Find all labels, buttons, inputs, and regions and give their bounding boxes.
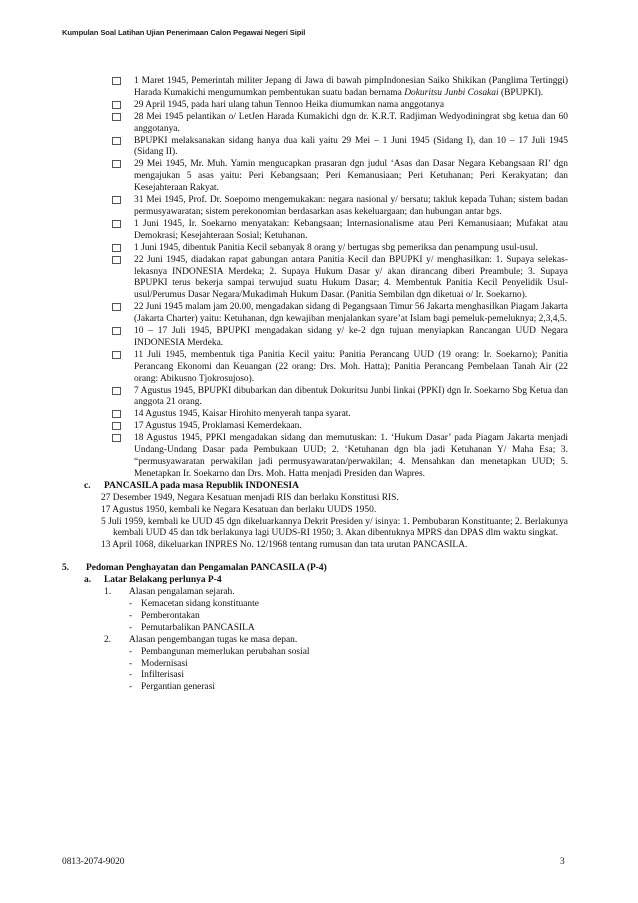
dash-item <box>62 670 568 682</box>
dash-marker: - <box>129 682 133 693</box>
checkbox-bullet-icon <box>112 422 121 430</box>
section-c-item: 5 Juli 1959, kembali ke UUD 45 dgn dikeluarkannya Dekrit Presiden y/ isinya: 1. Pembubaran Konstituante; 2. Berlakunya kembali UUD 45 dan tdk berlakunya lagi UUDS-RI 1950; 3. Akan dibentuknya MPRS dan DPAS dlm waktu singkat. <box>101 516 568 539</box>
dash-marker: - <box>129 598 133 609</box>
section-5a-title: Latar Belakang perlunya P-4 <box>104 575 222 586</box>
bullet-text-tail: (BPUPKI). <box>498 87 544 98</box>
section-c-heading <box>62 481 568 493</box>
bullet-text: 22 Juni 1945, diadakan rapat gabungan antara Panitia Kecil dan BPUPKI y/ menghasilkan: 1. Supaya selekas-lekasnya INDONESIA Merdeka; 2. Supaya Hukum Dasar y/ akan dirancang diberi Preambule; 3. Supaya BPUPKI terus bekerja sampai terwujud suatu Hukum Dasar; 4. Membentuk Panitia Kecil Penyelidik Usul-usul/Perumus Dasar Negara/Mukadimah Hukum Dasar. (Panitia Sembilan dgn diketuai o/ Ir. Soekarno). <box>134 254 568 301</box>
checkbox-bullet-icon <box>112 137 121 145</box>
dash-item-text: Pergantian generasi <box>141 682 215 693</box>
checkbox-bullet-icon <box>112 244 121 252</box>
dash-item <box>62 611 568 623</box>
bullet-item <box>62 302 568 326</box>
bullet-item <box>62 195 568 219</box>
section-5-title: Pedoman Penghayatan dan Pengamalan PANCASILA (P-4) <box>86 563 327 574</box>
checkbox-bullet-icon <box>112 303 121 311</box>
checkbox-bullet-icon <box>112 387 121 395</box>
dash-item-text: Pemberontakan <box>141 610 200 621</box>
page-content <box>62 76 568 694</box>
footer-page-number: 3 <box>560 857 565 867</box>
numbered-item <box>62 587 568 599</box>
bullet-item <box>62 243 568 255</box>
checkbox-bullet-icon <box>112 434 121 442</box>
bullet-item <box>62 136 568 160</box>
bullet-item <box>62 421 568 433</box>
dash-item-text: Kemacetan sidang konstituante <box>141 598 259 609</box>
dash-item <box>62 647 568 659</box>
item-label: Alasan pengembangan tugas ke masa depan. <box>129 634 298 645</box>
bullet-text: BPUPKI melaksanakan sidang hanya dua kali yaitu 29 Mei – 1 Juni 1945 (Sidang I), dan 10 – 17 Juli 1945 (Sidang II). <box>134 135 568 158</box>
section-c-item: 13 April 1068, dikeluarkan INPRES No. 12/1968 tentang rumusan dan tata urutan PANCASILA. <box>101 540 468 551</box>
dash-marker: - <box>129 670 133 681</box>
checkbox-bullet-icon <box>112 77 121 85</box>
bullet-item <box>62 386 568 410</box>
numbered-item <box>62 635 568 647</box>
footer-phone: 0813-2074-9020 <box>62 857 125 867</box>
dash-marker: - <box>129 658 133 669</box>
checkbox-bullet-icon <box>112 101 121 109</box>
checkbox-bullet-icon <box>112 196 121 204</box>
checkbox-bullet-icon <box>112 113 121 121</box>
item-number: 2. <box>104 634 112 645</box>
dash-marker: - <box>129 646 133 657</box>
item-number: 1. <box>104 587 112 598</box>
bullet-text: 22 Juni 1945 malam jam 20.00, mengadakan sidang di Pegangsaan Timur 56 Jakarta menghasilkan Piagam Jakarta (Jakarta Charter) yaitu: Ketuhanan, dgn kewajiban menjalankan syare’at Islam bagi pemeluk-pemeluknya; 2,3,4,5. <box>134 302 568 325</box>
dash-marker: - <box>129 622 133 633</box>
bullet-item <box>62 100 568 112</box>
bullet-item <box>62 255 568 303</box>
section-5a-heading <box>62 575 568 587</box>
checkbox-bullet-icon <box>112 351 121 359</box>
section-5-number: 5. <box>62 563 70 574</box>
bullet-item <box>62 159 568 195</box>
bullet-text: 31 Mei 1945, Prof. Dr. Soepomo mengemukakan: negara nasional y/ bersatu; takluk kepada Tuhan; sistem badan permusyawaratan; sistem perekonomian berdasarkan asas kekeluargaan; dan hubungan antar bgs. <box>134 195 568 217</box>
section-5-heading <box>62 563 568 575</box>
dash-item <box>62 659 568 671</box>
section-5a-letter: a. <box>84 575 92 586</box>
bullet-item <box>62 433 568 481</box>
dash-item-text: Infilterisasi <box>141 670 184 681</box>
bullet-text: 29 Mei 1945, Mr. Muh. Yamin mengucapkan prasaran dgn judul ‘Asas dan Dasar Negara Kebangsaan RI’ dgn mengajukan 5 asas yaitu: Peri Kebangsaan; Peri Kemanusiaan; Peri Ketuhanan; Peri Kerakyatan; dan Kesejahteraan Rakyat. <box>134 159 568 194</box>
section-c-title: PANCASILA pada masa Republik INDONESIA <box>104 480 299 491</box>
bullet-text: 28 Mei 1945 pelantikan o/ LetJen Harada Kumakichi dgn dr. K.R.T. Radjiman Wedyodiningrat sbg ketua dan 60 anggotanya. <box>134 111 568 134</box>
dash-item <box>62 623 568 635</box>
bullet-list <box>62 76 568 481</box>
checkbox-bullet-icon <box>112 160 121 168</box>
section-5a-list <box>62 587 568 694</box>
header-title: Kumpulan Soal Latihan Ujian Penerimaan Calon Pegawai Negeri Sipil <box>62 28 306 37</box>
checkbox-bullet-icon <box>112 256 121 264</box>
dash-item <box>62 682 568 694</box>
bullet-item <box>62 112 568 136</box>
bullet-text: 14 Agustus 1945, Kaisar Hirohito menyerah tanpa syarat. <box>134 409 351 420</box>
bullet-text: 18 Agustus 1945, PPKI mengadakan sidang dan memutuskan: 1. ‘Hukum Dasar’ pada Piagam Jakarta menjadi Undang-Undang Dasar pada Pembukaan UUD; 2. ‘Ketuhanan dgn bla jadi Ketuhanan Y/ Maha Esa; 3. “permusyawaratan perwakilan jadi permusyawaratan/perwakilan; 4. Mensahkan dan menetapkan UUD; 5. Menetapkan Ir. Soekarno dan Drs. Moh. Hatta menjadi Presiden dan Wapres. <box>134 433 568 479</box>
bullet-text: 7 Agustus 1945, BPUPKI dibubarkan dan dibentuk Dokuritsu Junbi Iinkai (PPKI) dgn Ir. Soekarno Sbg Ketua dan anggota 21 orang. <box>134 385 568 408</box>
bullet-text: 11 Juli 1945, membentuk tiga Panitia Kecil yaitu: Panitia Perancang UUD (19 orang: Ir. Soekarno); Panitia Perancang Ekonomi dan Keuangan (22 orang: Drs. Moh. Hatta); Panitia Perancang Pembelaan Tanah Air (22 orang: Abikusno Tjokrosujoso). <box>134 349 568 384</box>
bullet-item <box>62 409 568 421</box>
dash-item-text: Pembangunan memerlukan perubahan sosial <box>141 646 310 657</box>
section-c-item: 27 Desember 1949, Negara Kesatuan menjadi RIS dan berlaku Konstitusi RIS. <box>101 492 399 503</box>
bullet-text: 1 Juni 1945, dibentuk Panitia Kecil sebanyak 8 orang y/ bertugas sbg pemeriksa dan penampung usul-usul. <box>134 242 538 253</box>
checkbox-bullet-icon <box>112 220 121 228</box>
section-c-list <box>62 493 568 553</box>
bullet-text: 1 Juni 1945, Ir. Soekarno menyatakan: Kebangsaan; Internasionalisme atau Peri Kemanusiaan; Mufakat atau Demokrasi; Kesejahteraan Sosial; Ketuhanan. <box>134 218 568 241</box>
dash-item-text: Modernisasi <box>141 658 188 669</box>
bullet-item <box>62 326 568 350</box>
bullet-text: 10 – 17 Juli 1945, BPUPKI mengadakan sidang y/ ke-2 dgn tujuan menyiapkan Rancangan UUD Negara INDONESIA Merdeka. <box>134 326 568 348</box>
dash-marker: - <box>129 610 133 621</box>
dash-item <box>62 599 568 611</box>
bullet-item <box>62 219 568 243</box>
bullet-item <box>62 350 568 386</box>
checkbox-bullet-icon <box>112 410 121 418</box>
dash-item-text: Pemutarbalikan PANCASILA <box>141 622 255 633</box>
section-c-letter: c. <box>84 480 91 491</box>
bullet-item <box>62 76 568 100</box>
bullet-text: 17 Agustus 1945, Proklamasi Kemerdekaan. <box>134 421 302 432</box>
item-label: Alasan pengalaman sejarah. <box>129 587 235 598</box>
bullet-text: 29 April 1945, pada hari ulang tahun Tennoo Heika diumumkan nama anggotanya <box>134 99 445 110</box>
section-c-item: 17 Agustus 1950, kembali ke Negara Kesatuan dan berlaku UUDS 1950. <box>101 504 377 515</box>
checkbox-bullet-icon <box>112 327 121 335</box>
bullet-text: 1 Maret 1945, Pemerintah militer Jepang di Jawa di bawah pimpIndonesian Saiko Shikikan (Panglima Tertinggi) Harada Kumakichi mengumumkan pembentukan suatu badan bernama <box>134 76 568 98</box>
bullet-text-italic: Dokuritsu Junbi Cosakai <box>404 87 499 98</box>
